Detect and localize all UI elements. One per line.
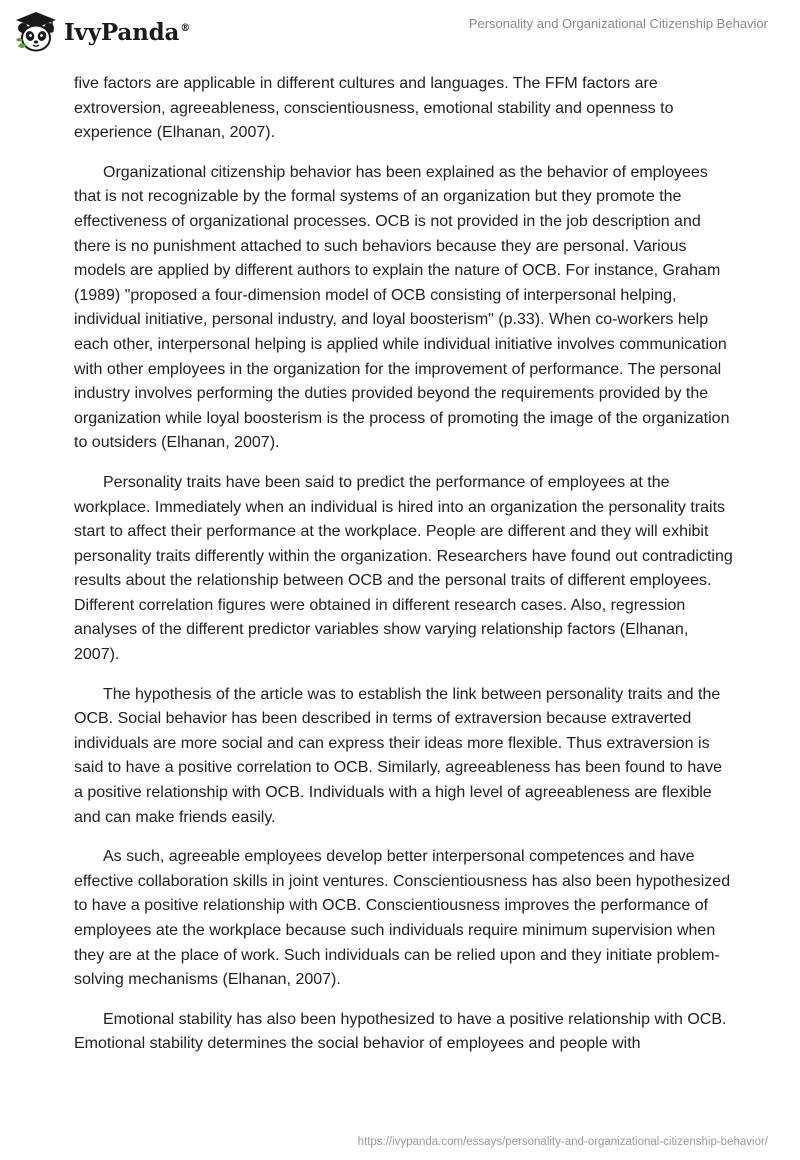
panda-graduation-cap-icon [14,10,58,54]
paragraph: Organizational citizenship behavior has been explained as the behavior of employees that is not recognizable by the formal systems of an organization but they promote the effectiveness of organizational processes. OCB is not provided in the job description and there is no punishment attached to such behaviors because they are personal. Various models are applied by different authors to explain the nature of OCB. For instance, Graham (1989) "proposed a four-dimension model of OCB consisting of interpersonal helping, individual initiative, personal industry, and loyal boosterism" (p.33). When co-workers help each other, interpersonal helping is applied while individual initiative involves communication with other employees in the organization for the improvement of performance. The personal industry involves performing the duties provided beyond the requirements provided by the organization while loyal boosterism is the process of promoting the image of the organization to outsiders (Elhanan, 2007). [74,163,730,452]
document-body [74,72,734,1072]
running-title: Personality and Organizational Citizenship Behavior [468,16,768,31]
page-header [0,0,800,70]
paragraph: five factors are applicable in different cultures and languages. The FFM factors are extroversion, agreeableness, conscientiousness, emotional stability and openness to experience (Elhanan, 2007). [74,75,674,142]
paragraph: Emotional stability has also been hypothesized to have a positive relationship with OCB. Emotional stability determines the social behavior of employees and people with [74,1010,727,1053]
paragraph: As such, agreeable employees develop better interpersonal competences and have effective collaboration skills in joint ventures. Conscientiousness has also been hypothesized to have a positive relationship with OCB. Conscientiousness improves the performance of employees ate the workplace because such individuals require minimum supervision when they are at the place of work. Such individuals can be relied upon and they initiate problem-solving mechanisms (Elhanan, 2007). [74,848,731,989]
paragraph: Personality traits have been said to predict the performance of employees at the workplace. Immediately when an individual is hired into an organization the personality traits start to affect their performance at the workplace. People are different and they will exhibit personality traits differently within the organization. Researchers have found out contradicting results about the relationship between OCB and the personal traits of different employees. Different correlation figures were obtained in different research cases. Also, regression analyses of the different predictor variables show varying relationship factors (Elhanan, 2007). [74,473,733,664]
source-url[interactable]: https://ivypanda.com/essays/personality-and-organizational-citizenship-behavior/ [357,1136,768,1148]
paragraph: The hypothesis of the article was to establish the link between personality traits and the OCB. Social behavior has been described in terms of extraversion because extraverted individuals are more social and can express their ideas more flexible. Thus extraversion is said to have a positive correlation to OCB. Similarly, agreeableness has been found to have a positive relationship with OCB. Individuals with a high level of agreeableness are flexible and can make friends easily. [74,685,723,826]
logo-wordmark: IvyPanda® [64,18,190,46]
ivypanda-logo[interactable] [14,10,190,54]
